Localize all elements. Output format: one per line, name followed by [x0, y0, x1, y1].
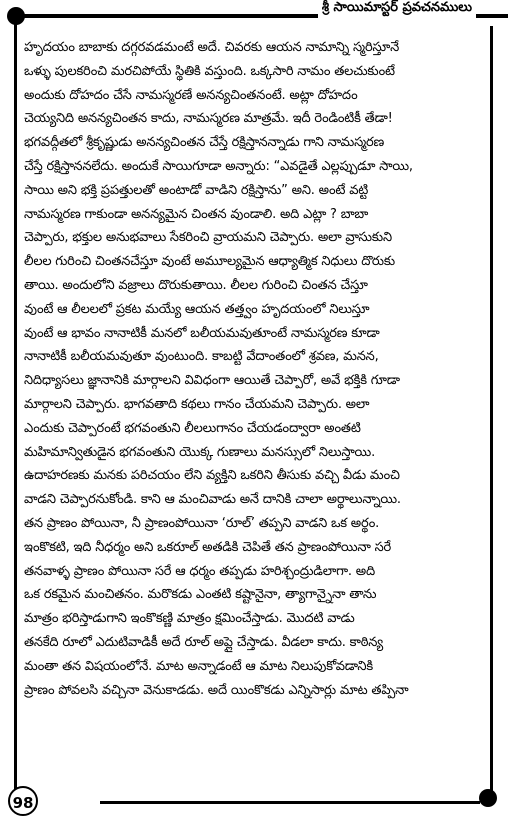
- text-line: మంతా తన విషయంలోనే. మాట అన్నాడంటే ఆ మాట నిలుపుకోవడానికి: [24, 658, 373, 674]
- text-line: వుంటే ఆ లీలలలో ప్రకట మయ్యే ఆయన తత్త్వం హృదయంలో నిలుస్తూ: [24, 301, 370, 317]
- text-line: చేస్తే రక్షిస్తాననలేదు. అందుకే సాయిగూడా అన్నారు: “ఎవడైతే ఎల్లప్పుడూ సాయి,: [24, 158, 413, 174]
- text-line: నామస్మరణ గాకుండా అనన్యమైన చింతన వుండాలి. అది ఎట్లా ? బాబా: [24, 206, 369, 222]
- text-line: ప్రాణం పోవలసి వచ్చినా వెనుకాడడు. అదే యింకొకడు ఎన్నిసార్లు మాట తప్పినా: [24, 682, 409, 698]
- text-line: అందుకు దోహదం చేసే నామస్మరణే అనన్యచింతనంటే. అట్లా దోహదం: [24, 87, 358, 103]
- text-line: తనకేది రూలో ఎదుటివాడికీ అదే రూల్ అప్లై చేస్తాడు. వీడలా కాదు. కాఠిన్య: [24, 634, 383, 650]
- text-line: తనవాళ్ళ ప్రాణం పోయినా సరే ఆ ధర్మం తప్పడు హరిశ్చంద్రుడిలాగా. అది: [24, 563, 375, 579]
- text-line: ఉదాహరణకు మనకు పరిచయం లేని వ్యక్తిని ఒకరిని తీసుకు వచ్చి వీడు మంచి: [24, 468, 400, 484]
- text-line: ఇంకొకటి, ఇది నీధర్మం అని ఒకరూల్ అతడికి చెపితే తన ప్రాణంపోయినా సరే: [24, 539, 392, 555]
- left-border: [14, 14, 17, 804]
- right-border: [490, 26, 493, 796]
- text-line: ఒళ్ళు పులకరించి మరచిపోయే స్థితికి వస్తుంది. ఒక్కసారి నామం తలచుకుంటే: [24, 63, 395, 79]
- text-line: సాయి అని భక్తి ప్రపత్తులతో అంటాడో వాడిని రక్షిస్తాను” అని. అంటే వట్టి: [24, 182, 369, 198]
- text-line: తన ప్రాణం పోయినా, నీ ప్రాణంపోయినా ‘రూల్’ తప్పని వాడని ఒక అర్థం.: [24, 515, 380, 531]
- text-line: నానాటికీ బలీయమవుతూ వుంటుంది. కాబట్టి వేదాంతంలో శ్రవణ, మనన,: [24, 349, 379, 365]
- text-line: వాడని చెప్పారనుకోండి. కాని ఆ మంచివాడు అనే దానికి చాలా అర్థాలున్నాయి.: [24, 492, 401, 508]
- bottom-border: [100, 801, 480, 804]
- text-line: చెప్పారు, భక్తుల అనుభవాలు సేకరించి వ్రాయమని చెప్పారు. అలా వ్రాసుకుని: [24, 230, 392, 246]
- running-header: శ్రీ సాయిమాస్టర్ ప్రవచనములు: [318, 0, 476, 18]
- corner-dot-bottom-right: [479, 789, 497, 807]
- text-line: మార్గాలని చెప్పారు. భాగవతాది కథలు గానం చేయమని చెప్పారు. అలా: [24, 396, 370, 412]
- text-line: వుంటే ఆ భావం నానాటికీ మనలో బలీయమవుతూంటే నామస్మరణ కూడా: [24, 325, 380, 341]
- text-line: మహిమాన్వితుడైన భగవంతుని యొక్క గుణాలు మనస్సులో నిలుస్తాయి.: [24, 444, 376, 460]
- page-number: 98: [8, 786, 38, 816]
- text-line: తాయి. అందులోని వజ్రాలు దొరుకుతాయి. లీలల గురించి చింతన చేస్తూ: [24, 277, 368, 293]
- text-line: భగవద్గీతలో శ్రీకృష్ణుడు అనన్యచింతన చేస్తే రక్షిస్తానన్నాడు గాని నామస్మరణ: [24, 135, 385, 151]
- text-line: హృదయం బాబాకు దగ్గరవడమంటే అదే. చివరకు ఆయన నామాన్ని స్మరిస్తూనే: [24, 40, 399, 55]
- text-line: ఎందుకు చెప్పారంటే భగవంతుని లీలలుగానం చేయడంద్వారా అంతటి: [24, 420, 361, 436]
- body-text: [24, 36, 484, 702]
- text-line: నిదిధ్యాసలు జ్ఞానానికి మార్గాలని వివిధంగా ఆయితే చెప్పారో, అవే భక్తికి గూడా: [24, 373, 400, 389]
- text-line: ఒక రకమైన మంచితనం. మరొకడు ఎంతటి కష్టానైనా, త్యాగాన్నైనా తాను: [24, 587, 377, 603]
- text-line: చెయ్యనిది అనన్యచింతన కాదు, నామస్మరణ మాత్రమే. ఇదీ రెండింటికీ తేడా!: [24, 111, 393, 127]
- text-line: లీలల గురించి చింతనచేస్తూ వుంటే అమూల్యమైన ఆధ్యాత్మిక నిధులు దొరుకు: [24, 254, 395, 270]
- corner-dot-top-left: [7, 7, 25, 25]
- text-line: మాత్రం భరిస్తాడుగాని ఇంకొకణ్ణి మాత్రం క్షమించేస్తాడు. మొదటి వాడు: [24, 611, 355, 627]
